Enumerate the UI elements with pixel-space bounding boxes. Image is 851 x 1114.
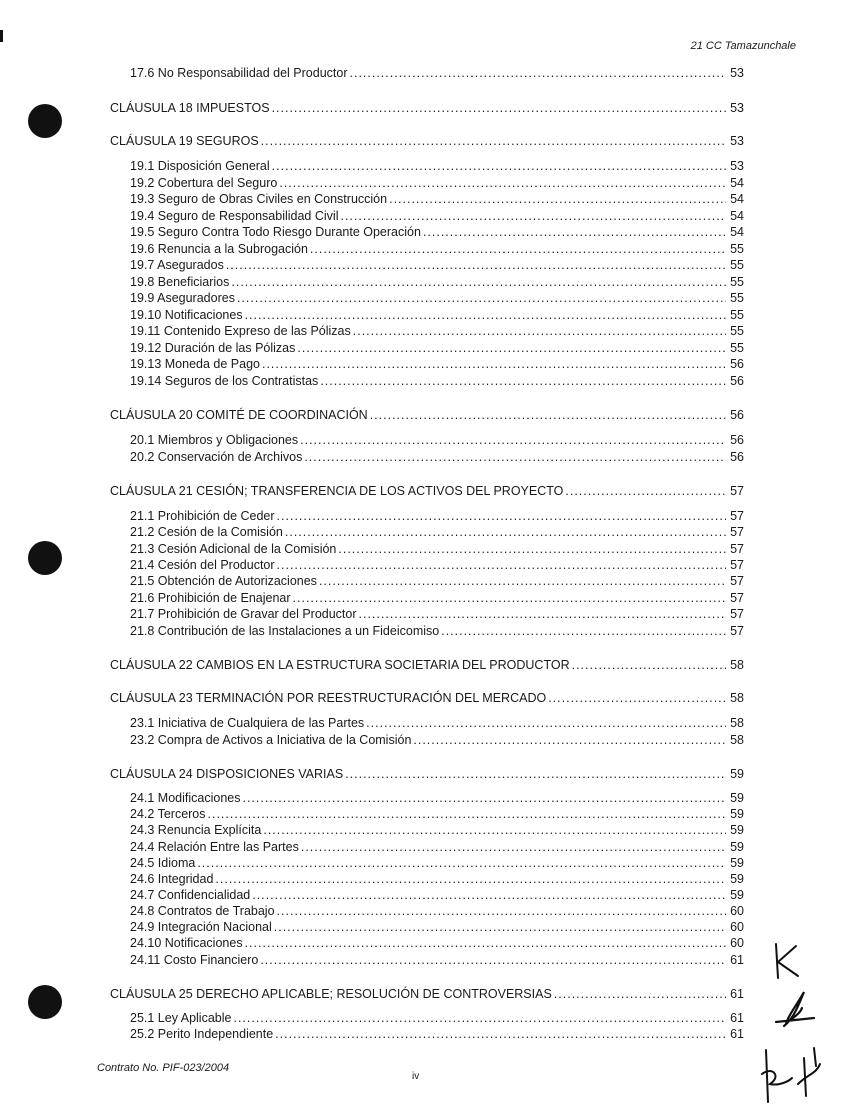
toc-entry-page: 61 bbox=[730, 1027, 744, 1041]
toc-clause-entry bbox=[110, 484, 744, 499]
toc-subsection-entry bbox=[130, 1027, 744, 1042]
toc-entry-title: 17.6 No Responsabilidad del Productor bbox=[130, 66, 348, 80]
toc-entry-page: 53 bbox=[730, 66, 744, 80]
toc-entry-title: 19.11 Contenido Expreso de las Pólizas bbox=[130, 324, 351, 338]
toc-entry-title: 19.8 Beneficiarios bbox=[130, 275, 230, 289]
toc-entry-title: 23.1 Iniciativa de Cualquiera de las Partes bbox=[130, 716, 365, 730]
toc-leader-dots bbox=[277, 509, 726, 524]
toc-clause-entry bbox=[110, 658, 744, 673]
toc-subsection-entry bbox=[130, 509, 744, 524]
toc-entry-page: 59 bbox=[730, 888, 744, 902]
toc-entry-title: 21.6 Prohibición de Enajenar bbox=[130, 591, 291, 605]
toc-entry-page: 59 bbox=[730, 767, 744, 781]
toc-entry-title: 24.6 Integridad bbox=[130, 872, 214, 886]
toc-leader-dots bbox=[261, 134, 726, 149]
toc-leader-dots bbox=[300, 433, 726, 448]
toc-entry-page: 55 bbox=[730, 258, 744, 272]
toc-subsection-entry bbox=[130, 324, 744, 339]
toc-entry-page: 60 bbox=[730, 920, 744, 934]
toc-leader-dots bbox=[301, 840, 726, 855]
toc-clause-entry bbox=[110, 134, 744, 149]
toc-entry-page: 57 bbox=[730, 509, 744, 523]
toc-entry-page: 59 bbox=[730, 823, 744, 837]
toc-entry-title: 19.9 Aseguradores bbox=[130, 291, 235, 305]
document-header: 21 CC Tamazunchale bbox=[690, 40, 796, 52]
punch-hole bbox=[28, 104, 62, 138]
toc-leader-dots bbox=[297, 341, 726, 356]
toc-leader-dots bbox=[350, 66, 727, 81]
toc-leader-dots bbox=[423, 225, 726, 240]
toc-leader-dots bbox=[441, 624, 726, 639]
toc-entry-title: 21.7 Prohibición de Gravar del Productor bbox=[130, 607, 357, 621]
contract-number: Contrato No. PIF-023/2004 bbox=[97, 1062, 230, 1074]
toc-leader-dots bbox=[413, 733, 726, 748]
toc-entry-page: 57 bbox=[730, 624, 744, 638]
toc-entry-title: 19.12 Duración de las Pólizas bbox=[130, 341, 296, 355]
toc-entry-page: 59 bbox=[730, 872, 744, 886]
toc-leader-dots bbox=[277, 904, 726, 919]
toc-leader-dots bbox=[208, 807, 726, 822]
toc-leader-dots bbox=[565, 484, 726, 499]
toc-leader-dots bbox=[263, 823, 726, 838]
toc-leader-dots bbox=[242, 791, 726, 806]
toc-entry-title: 24.11 Costo Financiero bbox=[130, 953, 259, 967]
toc-entry-title: 19.2 Cobertura del Seguro bbox=[130, 176, 278, 190]
toc-leader-dots bbox=[345, 767, 726, 782]
toc-leader-dots bbox=[548, 691, 726, 706]
page-number: iv bbox=[412, 1071, 420, 1082]
toc-entry-page: 56 bbox=[730, 357, 744, 371]
toc-entry-page: 58 bbox=[730, 691, 744, 705]
toc-clause-entry bbox=[110, 101, 744, 116]
toc-subsection-entry bbox=[130, 574, 744, 589]
toc-subsection-entry bbox=[130, 525, 744, 540]
scan-mark bbox=[0, 30, 3, 42]
toc-entry-title: 24.3 Renuncia Explícita bbox=[130, 823, 262, 837]
toc-clause-entry bbox=[110, 987, 744, 1002]
toc-subsection-entry bbox=[130, 192, 744, 207]
toc-entry-title: 21.8 Contribución de las Instalaciones a un Fideicomiso bbox=[130, 624, 440, 638]
toc-subsection-entry bbox=[130, 341, 744, 356]
toc-entry-title: 21.3 Cesión Adicional de la Comisión bbox=[130, 542, 337, 556]
toc-entry-title: 24.2 Terceros bbox=[130, 807, 206, 821]
toc-entry-title: 21.1 Prohibición de Ceder bbox=[130, 509, 275, 523]
toc-leader-dots bbox=[320, 374, 726, 389]
handwritten-signature bbox=[774, 988, 820, 1036]
toc-leader-dots bbox=[293, 591, 726, 606]
toc-subsection-entry bbox=[130, 374, 744, 389]
toc-clause-entry bbox=[110, 691, 744, 706]
toc-entry-page: 53 bbox=[730, 159, 744, 173]
toc-subsection-entry bbox=[130, 258, 744, 273]
toc-subsection-entry bbox=[130, 791, 744, 806]
toc-subsection-entry bbox=[130, 823, 744, 838]
toc-leader-dots bbox=[233, 1011, 726, 1026]
toc-subsection-entry bbox=[130, 209, 744, 224]
toc-entry-title: 19.4 Seguro de Responsabilidad Civil bbox=[130, 209, 339, 223]
toc-entry-title: CLÁUSULA 24 DISPOSICIONES VARIAS bbox=[110, 767, 344, 781]
toc-entry-title: 24.8 Contratos de Trabajo bbox=[130, 904, 275, 918]
toc-entry-page: 60 bbox=[730, 936, 744, 950]
toc-entry-title: 19.6 Renuncia a la Subrogación bbox=[130, 242, 308, 256]
toc-entry-title: CLÁUSULA 25 DERECHO APLICABLE; RESOLUCIÓN DE CONTROVERSIAS bbox=[110, 987, 552, 1001]
toc-entry-title: 19.3 Seguro de Obras Civiles en Construcción bbox=[130, 192, 388, 206]
toc-subsection-entry bbox=[130, 807, 744, 822]
toc-entry-page: 56 bbox=[730, 433, 744, 447]
toc-entry-title: 24.1 Modificaciones bbox=[130, 791, 241, 805]
toc-subsection-entry bbox=[130, 872, 744, 887]
toc-entry-page: 55 bbox=[730, 341, 744, 355]
toc-entry-page: 59 bbox=[730, 856, 744, 870]
toc-subsection-entry bbox=[130, 225, 744, 240]
toc-entry-title: 25.1 Ley Aplicable bbox=[130, 1011, 232, 1025]
toc-subsection-entry bbox=[130, 308, 744, 323]
toc-subsection-entry bbox=[130, 542, 744, 557]
toc-subsection-entry bbox=[130, 242, 744, 257]
toc-subsection-entry bbox=[130, 433, 744, 448]
toc-entry-title: 19.1 Disposición General bbox=[130, 159, 270, 173]
toc-entry-page: 61 bbox=[730, 1011, 744, 1025]
toc-leader-dots bbox=[304, 450, 726, 465]
toc-leader-dots bbox=[260, 953, 726, 968]
toc-subsection-entry bbox=[130, 920, 744, 935]
toc-entry-title: 21.5 Obtención de Autorizaciones bbox=[130, 574, 317, 588]
toc-leader-dots bbox=[197, 856, 726, 871]
toc-entry-page: 57 bbox=[730, 607, 744, 621]
toc-entry-title: 21.2 Cesión de la Comisión bbox=[130, 525, 283, 539]
toc-leader-dots bbox=[277, 558, 726, 573]
toc-subsection-entry bbox=[130, 357, 744, 372]
toc-subsection-entry bbox=[130, 159, 744, 174]
punch-hole bbox=[28, 985, 62, 1019]
toc-leader-dots bbox=[275, 1027, 726, 1042]
toc-entry-title: 24.10 Notificaciones bbox=[130, 936, 243, 950]
toc-entry-title: 25.2 Perito Independiente bbox=[130, 1027, 274, 1041]
toc-entry-page: 53 bbox=[730, 134, 744, 148]
toc-subsection-entry bbox=[130, 624, 744, 639]
toc-entry-page: 55 bbox=[730, 275, 744, 289]
toc-entry-title: 24.7 Confidencialidad bbox=[130, 888, 251, 902]
toc-subsection-entry bbox=[130, 936, 744, 951]
toc-entry-page: 54 bbox=[730, 176, 744, 190]
toc-entry-page: 61 bbox=[730, 987, 744, 1001]
toc-entry-page: 58 bbox=[730, 716, 744, 730]
toc-leader-dots bbox=[272, 159, 726, 174]
toc-entry-page: 56 bbox=[730, 408, 744, 422]
toc-entry-title: 24.5 Idioma bbox=[130, 856, 196, 870]
toc-entry-title: 20.1 Miembros y Obligaciones bbox=[130, 433, 299, 447]
toc-entry-page: 57 bbox=[730, 542, 744, 556]
toc-entry-title: 19.5 Seguro Contra Todo Riesgo Durante Operación bbox=[130, 225, 421, 239]
toc-subsection-entry bbox=[130, 1011, 744, 1026]
toc-leader-dots bbox=[279, 176, 726, 191]
toc-entry-title: CLÁUSULA 20 COMITÉ DE COORDINACIÓN bbox=[110, 408, 368, 422]
toc-leader-dots bbox=[340, 209, 726, 224]
toc-subsection-entry bbox=[130, 953, 744, 968]
toc-subsection-entry bbox=[130, 66, 744, 81]
toc-leader-dots bbox=[245, 308, 726, 323]
handwritten-initials bbox=[758, 1044, 828, 1104]
toc-entry-title: 24.4 Relación Entre las Partes bbox=[130, 840, 299, 854]
toc-entry-title: 19.13 Moneda de Pago bbox=[130, 357, 260, 371]
toc-leader-dots bbox=[252, 888, 726, 903]
toc-entry-title: CLÁUSULA 22 CAMBIOS EN LA ESTRUCTURA SOCIETARIA DEL PRODUCTOR bbox=[110, 658, 570, 672]
toc-clause-entry bbox=[110, 767, 744, 782]
toc-entry-page: 59 bbox=[730, 840, 744, 854]
toc-entry-page: 55 bbox=[730, 242, 744, 256]
toc-entry-page: 58 bbox=[730, 733, 744, 747]
toc-leader-dots bbox=[237, 291, 726, 306]
toc-entry-page: 61 bbox=[730, 953, 744, 967]
toc-entry-page: 55 bbox=[730, 308, 744, 322]
toc-subsection-entry bbox=[130, 607, 744, 622]
toc-leader-dots bbox=[274, 920, 726, 935]
toc-subsection-entry bbox=[130, 733, 744, 748]
toc-subsection-entry bbox=[130, 558, 744, 573]
toc-entry-title: CLÁUSULA 21 CESIÓN; TRANSFERENCIA DE LOS ACTIVOS DEL PROYECTO bbox=[110, 484, 564, 498]
toc-entry-title: 21.4 Cesión del Productor bbox=[130, 558, 275, 572]
toc-entry-page: 54 bbox=[730, 192, 744, 206]
toc-leader-dots bbox=[245, 936, 726, 951]
toc-entry-page: 60 bbox=[730, 904, 744, 918]
toc-leader-dots bbox=[389, 192, 726, 207]
toc-leader-dots bbox=[272, 101, 726, 116]
toc-leader-dots bbox=[338, 542, 726, 557]
toc-entry-page: 57 bbox=[730, 558, 744, 572]
punch-hole bbox=[28, 541, 62, 575]
toc-entry-title: 19.10 Notificaciones bbox=[130, 308, 243, 322]
toc-entry-page: 55 bbox=[730, 324, 744, 338]
toc-entry-title: 24.9 Integración Nacional bbox=[130, 920, 272, 934]
toc-leader-dots bbox=[370, 408, 726, 423]
toc-subsection-entry bbox=[130, 840, 744, 855]
toc-entry-page: 58 bbox=[730, 658, 744, 672]
toc-subsection-entry bbox=[130, 591, 744, 606]
toc-entry-title: 20.2 Conservación de Archivos bbox=[130, 450, 303, 464]
toc-entry-page: 54 bbox=[730, 209, 744, 223]
toc-entry-page: 57 bbox=[730, 484, 744, 498]
toc-leader-dots bbox=[554, 987, 726, 1002]
toc-entry-page: 57 bbox=[730, 574, 744, 588]
toc-leader-dots bbox=[359, 607, 726, 622]
toc-subsection-entry bbox=[130, 176, 744, 191]
toc-leader-dots bbox=[366, 716, 726, 731]
toc-entry-page: 57 bbox=[730, 525, 744, 539]
toc-entry-title: 19.14 Seguros de los Contratistas bbox=[130, 374, 319, 388]
toc-entry-page: 54 bbox=[730, 225, 744, 239]
toc-leader-dots bbox=[285, 525, 726, 540]
toc-entry-page: 59 bbox=[730, 791, 744, 805]
toc-subsection-entry bbox=[130, 275, 744, 290]
toc-entry-page: 59 bbox=[730, 807, 744, 821]
toc-subsection-entry bbox=[130, 888, 744, 903]
toc-leader-dots bbox=[226, 258, 726, 273]
toc-subsection-entry bbox=[130, 856, 744, 871]
toc-leader-dots bbox=[262, 357, 726, 372]
toc-entry-page: 53 bbox=[730, 101, 744, 115]
toc-entry-title: CLÁUSULA 23 TERMINACIÓN POR REESTRUCTURACIÓN DEL MERCADO bbox=[110, 691, 547, 705]
toc-leader-dots bbox=[572, 658, 726, 673]
toc-entry-page: 57 bbox=[730, 591, 744, 605]
toc-subsection-entry bbox=[130, 291, 744, 306]
toc-subsection-entry bbox=[130, 450, 744, 465]
toc-subsection-entry bbox=[130, 904, 744, 919]
toc-entry-title: CLÁUSULA 19 SEGUROS bbox=[110, 134, 259, 148]
toc-leader-dots bbox=[353, 324, 726, 339]
handwritten-initial-k bbox=[768, 940, 802, 982]
toc-entry-page: 55 bbox=[730, 291, 744, 305]
toc-leader-dots bbox=[215, 872, 726, 887]
toc-subsection-entry bbox=[130, 716, 744, 731]
toc-entry-page: 56 bbox=[730, 450, 744, 464]
toc-entry-title: 23.2 Compra de Activos a Iniciativa de la Comisión bbox=[130, 733, 412, 747]
toc-leader-dots bbox=[319, 574, 726, 589]
toc-entry-title: 19.7 Asegurados bbox=[130, 258, 224, 272]
toc-clause-entry bbox=[110, 408, 744, 423]
toc-leader-dots bbox=[310, 242, 726, 257]
toc-entry-title: CLÁUSULA 18 IMPUESTOS bbox=[110, 101, 270, 115]
toc-leader-dots bbox=[231, 275, 726, 290]
toc-entry-page: 56 bbox=[730, 374, 744, 388]
